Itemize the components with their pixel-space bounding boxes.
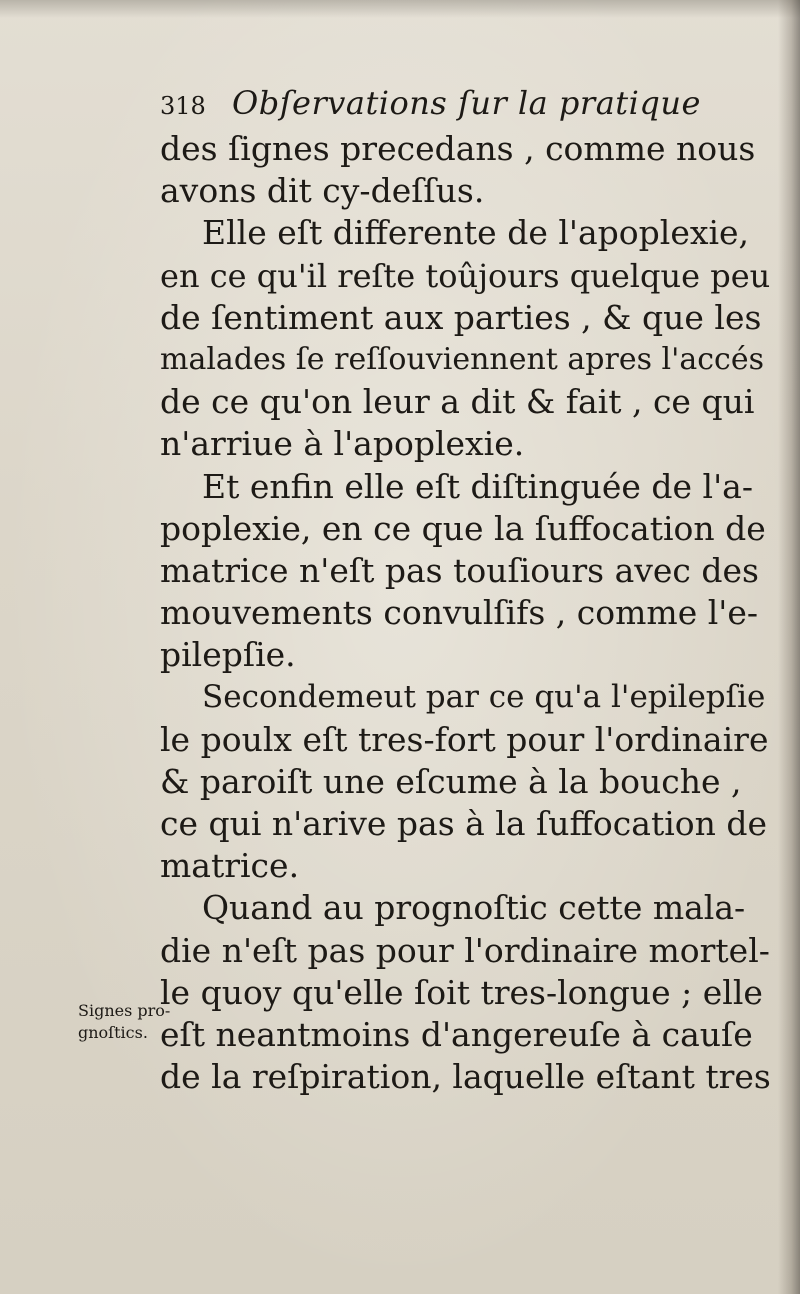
text-line: Quand au prognoſtic cette mala-: [202, 888, 746, 928]
text-line: des ſignes precedans , comme nous: [160, 129, 756, 168]
text-line: eſt neantmoins d'angereuſe à cauſe: [160, 1014, 753, 1054]
page-gutter-shadow: [778, 0, 800, 1294]
text-line: le quoy qu'elle ſoit tres-longue ; elle: [160, 972, 763, 1012]
body-text: [160, 128, 780, 1098]
text-line: & paroiſt une eſcume à la bouche ,: [160, 761, 742, 801]
text-line: matrice.: [160, 846, 300, 886]
text-line: Et enfin elle eſt diſtinguée de l'a-: [202, 466, 754, 506]
text-line: le poulx eſt tres-fort pour l'ordinaire: [160, 719, 769, 759]
text-line: die n'eſt pas pour l'ordinaire mortel-: [160, 930, 770, 970]
text-line: Elle eſt differente de l'apoplexie,: [202, 213, 750, 253]
text-line: matrice n'eſt pas touſiours avec des: [160, 550, 759, 590]
text-line: de ce qu'on leur a dit & fait , ce qui: [160, 382, 755, 422]
text-line: de ſentiment aux parties , & que les: [160, 297, 762, 337]
margin-note: [78, 1000, 171, 1044]
text-line: de la reſpiration, laquelle eſtant tres: [160, 1057, 771, 1097]
text-line: en ce qu'il reſte toûjours quelque peu: [160, 256, 771, 295]
page-top-shadow: [0, 0, 800, 18]
text-line: pilepſie.: [160, 635, 296, 675]
text-line: ce qui n'arive pas à la ſuffocation de: [160, 804, 768, 843]
page-header: [160, 82, 720, 127]
page-number: 318: [160, 92, 206, 120]
text-line: avons dit cy-deſſus.: [160, 171, 485, 211]
text-line: Secondemeut par ce qu'a l'epilepſie: [202, 679, 766, 716]
text-line: malades ſe reſſouviennent apres l'accés: [160, 341, 764, 377]
margin-note-line: gnoſtics.: [78, 1023, 148, 1042]
text-line: poplexie, en ce que la ſuffocation de: [160, 508, 766, 548]
text-line: mouvements convulſifs , comme l'e-: [160, 593, 759, 633]
text-line: n'arriue à l'apoplexie.: [160, 424, 525, 464]
margin-note-line: Signes pro-: [78, 1001, 171, 1020]
running-title: Obſervations ſur la pratique: [231, 84, 701, 122]
